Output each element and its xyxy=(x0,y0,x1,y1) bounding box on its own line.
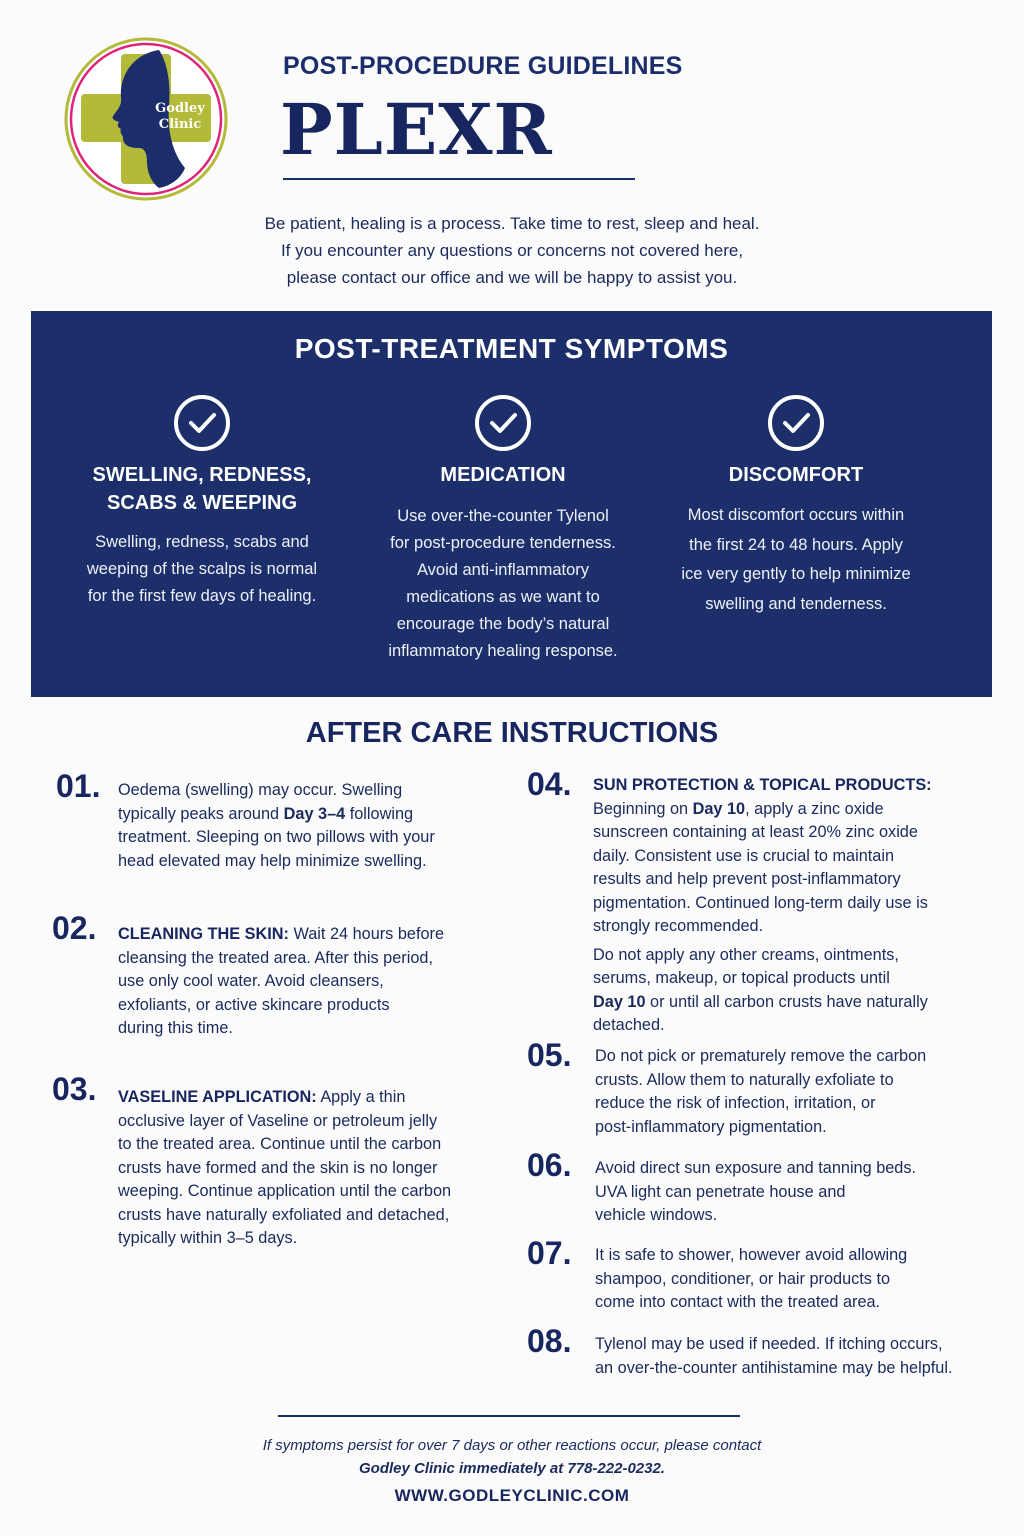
text-span: shampoo, conditioner, or hair products to xyxy=(595,1269,891,1288)
item-number: 05. xyxy=(527,1037,572,1073)
symptom-text-line: the first 24 to 48 hours. Apply xyxy=(689,535,903,554)
item-text xyxy=(595,1244,907,1315)
text-span: pigmentation. Continued long-term daily use is xyxy=(593,893,928,912)
symptom-text-line: Swelling, redness, scabs and xyxy=(95,533,309,551)
footer-note xyxy=(0,1434,1024,1480)
text-span: use only cool water. Avoid cleansers, xyxy=(118,972,384,990)
text-span: daily. Consistent use is crucial to maintain xyxy=(593,846,895,865)
check-circle-icon xyxy=(473,393,533,453)
item-line xyxy=(118,826,435,850)
item-text xyxy=(118,779,435,873)
item-line xyxy=(595,1204,916,1228)
item-line xyxy=(118,1157,451,1181)
footer-divider xyxy=(278,1415,740,1417)
item-number: 08. xyxy=(527,1323,572,1359)
symptom-text-line: encourage the body’s natural xyxy=(396,615,610,633)
item-line xyxy=(595,1357,952,1381)
item-line xyxy=(593,774,932,798)
text-span: weeping. Continue application until the carbon xyxy=(118,1182,452,1200)
emphasis-text: Day 3–4 xyxy=(283,804,346,823)
symptom-text-line: inflammatory healing response. xyxy=(388,642,618,660)
item-line xyxy=(118,1086,451,1110)
symptom-card xyxy=(52,393,352,610)
text-span: typically within 3–5 days. xyxy=(118,1229,298,1247)
text-span: occlusive layer of Vaseline or petroleum jelly xyxy=(118,1111,438,1130)
website-link[interactable]: WWW.GODLEYCLINIC.COM xyxy=(394,1486,630,1505)
item-label: CLEANING THE SKIN: xyxy=(118,925,289,943)
text-span: Beginning on xyxy=(593,799,693,818)
text-span: an over-the-counter antihistamine may be helpful. xyxy=(595,1358,953,1377)
item-line xyxy=(118,970,444,994)
item-line xyxy=(595,1333,952,1357)
symptom-heading xyxy=(646,461,946,489)
item-line xyxy=(595,1069,926,1093)
emphasis-text: Day 10 xyxy=(692,799,746,818)
item-line xyxy=(595,1268,907,1292)
document-kicker: POST-PROCEDURE GUIDELINES xyxy=(283,52,683,80)
document-title: PLEXR xyxy=(280,88,553,171)
symptom-text xyxy=(646,501,946,619)
item-number: 06. xyxy=(527,1147,572,1183)
item-line xyxy=(595,1116,926,1140)
item-text xyxy=(593,774,932,1038)
text-span: vehicle windows. xyxy=(595,1206,718,1224)
item-line xyxy=(593,821,932,845)
item-line xyxy=(118,1017,444,1041)
item-line xyxy=(118,850,435,874)
item-number: 07. xyxy=(527,1235,572,1271)
text-span: during this time. xyxy=(118,1019,233,1037)
text-span: results and help prevent post-inflammatory xyxy=(593,870,901,888)
item-label: SUN PROTECTION & TOPICAL PRODUCTS: xyxy=(593,776,932,794)
logo-text-line2: Clinic xyxy=(158,117,202,132)
text-span: serums, makeup, or topical products until xyxy=(593,969,890,987)
item-line xyxy=(118,1110,451,1134)
item-line xyxy=(595,1181,916,1205)
text-span: treatment. Sleeping on two pillows with your xyxy=(118,828,435,846)
item-line xyxy=(593,845,932,869)
item-line xyxy=(118,994,444,1018)
item-line xyxy=(118,803,435,827)
item-line xyxy=(595,1157,916,1181)
text-span: It is safe to shower, however avoid allowing xyxy=(595,1246,908,1264)
text-span: reduce the risk of infection, irritation, or xyxy=(595,1094,876,1112)
text-span: Do not apply any other creams, ointments, xyxy=(593,945,899,964)
aftercare-title: AFTER CARE INSTRUCTIONS xyxy=(305,717,719,749)
item-line xyxy=(593,991,932,1015)
item-label: VASELINE APPLICATION: xyxy=(118,1088,317,1106)
text-span: crusts. Allow them to naturally exfoliate to xyxy=(595,1070,894,1089)
symptom-heading-line: MEDICATION xyxy=(440,464,566,486)
title-divider xyxy=(283,178,635,180)
symptom-heading xyxy=(353,461,653,489)
text-span: , apply a zinc oxide xyxy=(745,799,884,818)
clinic-logo xyxy=(63,36,229,202)
text-span: come into contact with the treated area. xyxy=(595,1293,881,1311)
item-line xyxy=(595,1291,907,1315)
item-line xyxy=(593,967,932,991)
check-circle-icon xyxy=(172,393,232,453)
symptom-text xyxy=(353,503,653,665)
item-text xyxy=(595,1157,916,1228)
item-line xyxy=(593,915,932,939)
text-span: Do not pick or prematurely remove the carbon xyxy=(595,1047,927,1065)
intro-paragraph xyxy=(200,210,824,291)
text-span: cleansing the treated area. After this period, xyxy=(118,948,433,967)
item-text xyxy=(595,1045,926,1139)
symptom-card xyxy=(646,393,946,619)
item-text xyxy=(118,1086,451,1251)
symptom-text-line: medications as we want to xyxy=(406,588,600,606)
item-text xyxy=(118,923,444,1041)
item-line xyxy=(595,1092,926,1116)
symptom-text-line: Use over-the-counter Tylenol xyxy=(397,507,609,525)
symptom-heading xyxy=(52,461,352,517)
symptoms-title: POST-TREATMENT SYMPTOMS xyxy=(294,333,729,364)
text-span: crusts have formed and the skin is no longer xyxy=(118,1158,438,1177)
text-span: Avoid direct sun exposure and tanning beds. xyxy=(595,1159,917,1177)
symptom-text xyxy=(52,529,352,610)
text-span: Oedema (swelling) may occur. Swelling xyxy=(118,781,403,799)
logo-text-line1: Godley xyxy=(155,101,205,116)
symptom-text-line: for post-procedure tenderness. xyxy=(390,534,616,552)
text-span: or until all carbon crusts have naturally xyxy=(645,992,928,1011)
symptom-heading-line: DISCOMFORT xyxy=(728,464,864,486)
item-line xyxy=(593,944,932,968)
item-line xyxy=(593,892,932,916)
item-line xyxy=(118,1133,451,1157)
item-line xyxy=(118,947,444,971)
text-span: strongly recommended. xyxy=(593,917,764,935)
text-span: to the treated area. Continue until the carbon xyxy=(118,1135,442,1153)
text-span: detached. xyxy=(593,1016,665,1034)
symptom-heading-line: SCABS & WEEPING xyxy=(106,492,298,514)
item-number: 02. xyxy=(52,910,97,946)
symptom-text-line: Avoid anti-inflammatory xyxy=(416,561,590,579)
symptom-text-line: weeping of the scalps is normal xyxy=(86,560,318,578)
symptom-heading-line: SWELLING, REDNESS, xyxy=(92,464,312,486)
text-span: exfoliants, or active skincare products xyxy=(118,995,390,1014)
item-line xyxy=(118,779,435,803)
symptoms-section xyxy=(31,311,992,697)
symptom-text-line: for the first few days of healing. xyxy=(87,587,317,605)
text-span: typically peaks around xyxy=(118,804,284,823)
intro-line: please contact our office and we will be happy to assist you. xyxy=(286,268,738,287)
text-span: following xyxy=(345,804,414,823)
item-text xyxy=(595,1333,952,1380)
intro-line: If you encounter any questions or concerns not covered here, xyxy=(280,241,744,260)
text-span: Apply a thin xyxy=(316,1088,406,1106)
text-span: crusts have naturally exfoliated and detached, xyxy=(118,1205,450,1224)
item-line xyxy=(118,923,444,947)
symptom-card xyxy=(353,393,653,665)
symptom-text-line: Most discomfort occurs within xyxy=(687,506,905,524)
item-line xyxy=(118,1180,451,1204)
item-line xyxy=(595,1244,907,1268)
item-line xyxy=(593,868,932,892)
text-span: post-inflammatory pigmentation. xyxy=(595,1117,827,1136)
item-number: 04. xyxy=(527,766,572,802)
text-span: Tylenol may be used if needed. If itching occurs, xyxy=(595,1335,943,1353)
text-span: Wait 24 hours before xyxy=(288,925,445,943)
item-line xyxy=(595,1045,926,1069)
text-span: head elevated may help minimize swelling. xyxy=(118,851,427,870)
item-number: 01. xyxy=(56,768,101,804)
item-line xyxy=(118,1204,451,1228)
item-number: 03. xyxy=(52,1071,97,1107)
text-span: sunscreen containing at least 20% zinc oxide xyxy=(593,823,918,841)
footer-line-contact: Godley Clinic immediately at 778-222-0232. xyxy=(359,1460,665,1477)
symptom-text-line: swelling and tenderness. xyxy=(705,594,887,613)
check-circle-icon xyxy=(766,393,826,453)
intro-line: Be patient, healing is a process. Take time to rest, sleep and heal. xyxy=(264,214,760,233)
item-line xyxy=(593,798,932,822)
footer-line: If symptoms persist for over 7 days or other reactions occur, please contact xyxy=(262,1437,762,1454)
symptom-text-line: ice very gently to help minimize xyxy=(681,565,911,583)
item-line xyxy=(593,1014,932,1038)
item-line xyxy=(118,1227,451,1251)
text-span: UVA light can penetrate house and xyxy=(595,1182,846,1201)
emphasis-text: Day 10 xyxy=(593,992,646,1011)
